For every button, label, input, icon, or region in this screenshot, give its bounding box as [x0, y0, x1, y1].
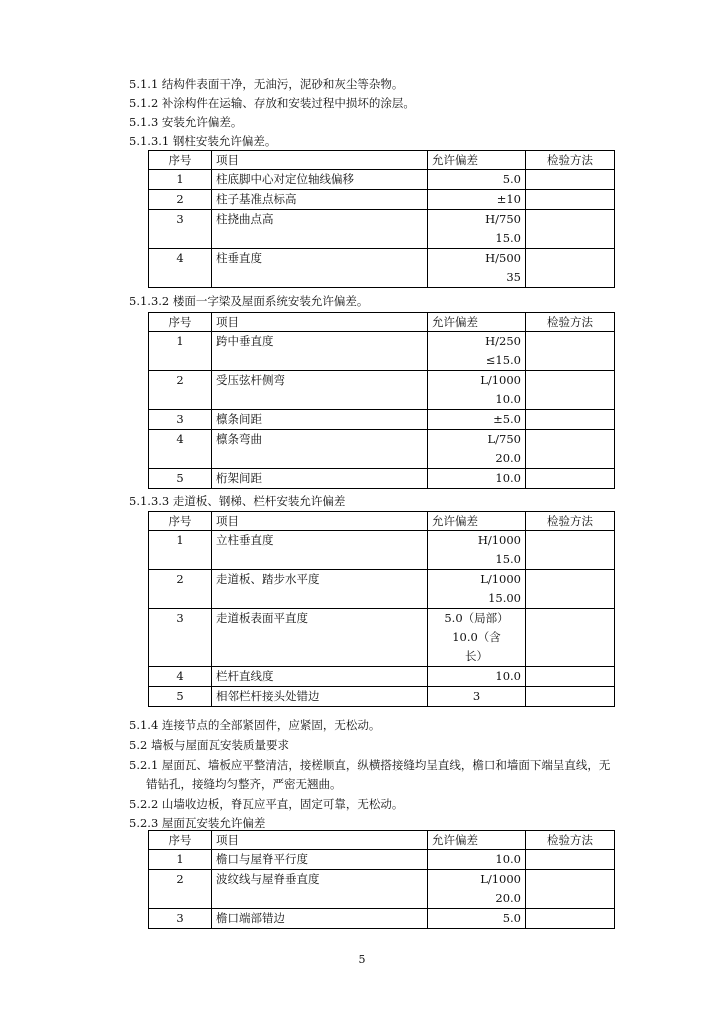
row-item: 桁架间距	[212, 469, 428, 489]
para-5-1-2: 5.1.2 补涂构件在运输、存放和安装过程中损坏的涂层。	[129, 96, 415, 110]
row-method	[526, 249, 615, 288]
table-row	[149, 531, 615, 570]
row-tolerance	[428, 249, 526, 288]
row-method	[526, 332, 615, 371]
tolerance-value: 长）	[465, 649, 488, 663]
table-row	[149, 332, 615, 371]
row-item: 檐口端部错边	[212, 909, 428, 929]
tolerance-value: H/1000	[477, 533, 521, 547]
para-5-2: 5.2 墙板与屋面瓦安装质量要求	[129, 738, 289, 752]
header-item: 项目	[212, 151, 428, 170]
table-row	[149, 469, 615, 489]
row-method	[526, 667, 615, 687]
header-item: 项目	[212, 313, 428, 332]
row-item: 跨中垂直度	[212, 332, 428, 371]
table-row	[149, 249, 615, 288]
table-roof-tolerance	[148, 312, 615, 489]
header-tolerance: 允许偏差	[428, 831, 526, 850]
tolerance-value: 15.0	[495, 231, 521, 245]
header-item: 项目	[212, 831, 428, 850]
row-no: 4	[149, 249, 212, 288]
tolerance-value: 20.0	[495, 891, 521, 905]
table-row	[149, 667, 615, 687]
row-no: 3	[149, 410, 212, 430]
table-row	[149, 609, 615, 667]
row-item: 立柱垂直度	[212, 531, 428, 570]
row-method	[526, 371, 615, 410]
para-5-1-3-3: 5.1.3.3 走道板、钢梯、栏杆安装允许偏差	[129, 494, 346, 508]
header-tolerance: 允许偏差	[428, 313, 526, 332]
row-method	[526, 870, 615, 909]
row-method	[526, 850, 615, 870]
table-row	[149, 850, 615, 870]
table-row	[149, 687, 615, 707]
row-no: 1	[149, 850, 212, 870]
header-method: 检验方法	[526, 512, 615, 531]
tolerance-value: 20.0	[495, 451, 521, 465]
table-row	[149, 870, 615, 909]
header-method: 检验方法	[526, 313, 615, 332]
row-item: 波纹线与屋脊垂直度	[212, 870, 428, 909]
row-method	[526, 430, 615, 469]
tolerance-value: L/1000	[480, 373, 521, 387]
row-no: 2	[149, 190, 212, 210]
row-method	[526, 531, 615, 570]
header-no: 序号	[149, 831, 212, 850]
para-5-2-1-line1: 5.2.1 屋面瓦、墙板应平整清洁，接槎顺直，纵横搭接缝均呈直线，檐口和墙面下端呈直线，无	[129, 758, 611, 772]
tolerance-value: 10.0	[495, 471, 521, 485]
row-item: 栏杆直线度	[212, 667, 428, 687]
row-tolerance	[428, 870, 526, 909]
tolerance-value: ≤15.0	[485, 353, 521, 367]
row-item: 走道板表面平直度	[212, 609, 428, 667]
row-no: 1	[149, 531, 212, 570]
table-row	[149, 570, 615, 609]
row-item: 檩条间距	[212, 410, 428, 430]
table-row	[149, 410, 615, 430]
tolerance-value: 35	[506, 270, 521, 284]
tolerance-value: 5.0（局部）	[444, 611, 509, 625]
row-no: 2	[149, 870, 212, 909]
row-tolerance	[428, 531, 526, 570]
header-no: 序号	[149, 512, 212, 531]
row-method	[526, 609, 615, 667]
para-5-1-3-1: 5.1.3.1 钢柱安装允许偏差。	[129, 134, 277, 148]
row-method	[526, 469, 615, 489]
header-item: 项目	[212, 512, 428, 531]
row-item: 柱子基准点标高	[212, 190, 428, 210]
row-no: 3	[149, 609, 212, 667]
row-tolerance	[428, 332, 526, 371]
row-tolerance	[428, 371, 526, 410]
table-header-row	[149, 831, 615, 850]
tolerance-value: 5.0	[502, 911, 521, 925]
tolerance-value: 10.0	[495, 852, 521, 866]
table-row	[149, 430, 615, 469]
row-no: 5	[149, 687, 212, 707]
table-row	[149, 909, 615, 929]
tolerance-value: L/1000	[480, 572, 521, 586]
table-row	[149, 170, 615, 190]
table-header-row	[149, 512, 615, 531]
table-header-row	[149, 313, 615, 332]
tolerance-value: 15.00	[488, 591, 521, 605]
row-tolerance	[428, 909, 526, 929]
tolerance-value: 10.0	[495, 669, 521, 683]
row-method	[526, 687, 615, 707]
row-tolerance	[428, 570, 526, 609]
row-no: 1	[149, 170, 212, 190]
row-item: 檩条弯曲	[212, 430, 428, 469]
row-method	[526, 909, 615, 929]
row-no: 1	[149, 332, 212, 371]
para-5-2-2: 5.2.2 山墙收边板，脊瓦应平直，固定可靠，无松动。	[129, 797, 404, 811]
row-item: 柱垂直度	[212, 249, 428, 288]
para-5-2-3: 5.2.3 屋面瓦安装允许偏差	[129, 816, 266, 830]
row-tolerance	[428, 469, 526, 489]
row-tolerance	[428, 609, 526, 667]
row-tolerance	[428, 667, 526, 687]
para-5-1-4: 5.1.4 连接节点的全部紧固件，应紧固，无松动。	[129, 718, 381, 732]
header-no: 序号	[149, 313, 212, 332]
table-header-row	[149, 151, 615, 170]
tolerance-value: L/750	[487, 432, 521, 446]
tolerance-value: ±5.0	[493, 412, 521, 426]
tolerance-value: 5.0	[502, 172, 521, 186]
row-tolerance	[428, 210, 526, 249]
row-item: 走道板、踏步水平度	[212, 570, 428, 609]
tolerance-value: H/500	[485, 251, 521, 265]
tolerance-value: 3	[472, 689, 481, 703]
row-item: 受压弦杆侧弯	[212, 371, 428, 410]
row-method	[526, 410, 615, 430]
tolerance-value: H/750	[485, 212, 521, 226]
row-item: 柱底脚中心对定位轴线偏移	[212, 170, 428, 190]
table-row	[149, 371, 615, 410]
row-tolerance	[428, 687, 526, 707]
para-5-1-3-2: 5.1.3.2 楼面一字梁及屋面系统安装允许偏差。	[129, 294, 369, 308]
row-no: 3	[149, 210, 212, 249]
row-method	[526, 570, 615, 609]
row-item: 相邻栏杆接头处错边	[212, 687, 428, 707]
row-tolerance	[428, 850, 526, 870]
row-no: 5	[149, 469, 212, 489]
header-method: 检验方法	[526, 831, 615, 850]
table-row	[149, 210, 615, 249]
table-walkway-tolerance	[148, 511, 615, 707]
table-row	[149, 190, 615, 210]
row-tolerance	[428, 430, 526, 469]
row-item: 檐口与屋脊平行度	[212, 850, 428, 870]
row-method	[526, 190, 615, 210]
row-tolerance	[428, 410, 526, 430]
para-5-2-1-line2: 错钻孔，接缝均匀整齐，严密无翘曲。	[146, 777, 342, 791]
row-tolerance	[428, 170, 526, 190]
tolerance-value: 10.0	[495, 392, 521, 406]
row-method	[526, 210, 615, 249]
row-item: 柱挠曲点高	[212, 210, 428, 249]
row-method	[526, 170, 615, 190]
row-no: 4	[149, 667, 212, 687]
tolerance-value: L/1000	[480, 872, 521, 886]
tolerance-value: ±10	[496, 192, 521, 206]
table-column-tolerance	[148, 150, 615, 288]
page-number: 5	[358, 953, 366, 966]
header-method: 检验方法	[526, 151, 615, 170]
tolerance-value: 10.0（含	[452, 630, 501, 644]
tolerance-value: H/250	[485, 334, 521, 348]
row-no: 2	[149, 570, 212, 609]
para-5-1-3: 5.1.3 安装允许偏差。	[129, 115, 243, 129]
row-no: 3	[149, 909, 212, 929]
table-roof-tile-tolerance	[148, 830, 615, 929]
para-5-1-1: 5.1.1 结构件表面干净，无油污，泥砂和灰尘等杂物。	[129, 77, 404, 91]
row-tolerance	[428, 190, 526, 210]
row-no: 2	[149, 371, 212, 410]
tolerance-value: 15.0	[495, 552, 521, 566]
header-tolerance: 允许偏差	[428, 512, 526, 531]
row-no: 4	[149, 430, 212, 469]
header-tolerance: 允许偏差	[428, 151, 526, 170]
header-no: 序号	[149, 151, 212, 170]
